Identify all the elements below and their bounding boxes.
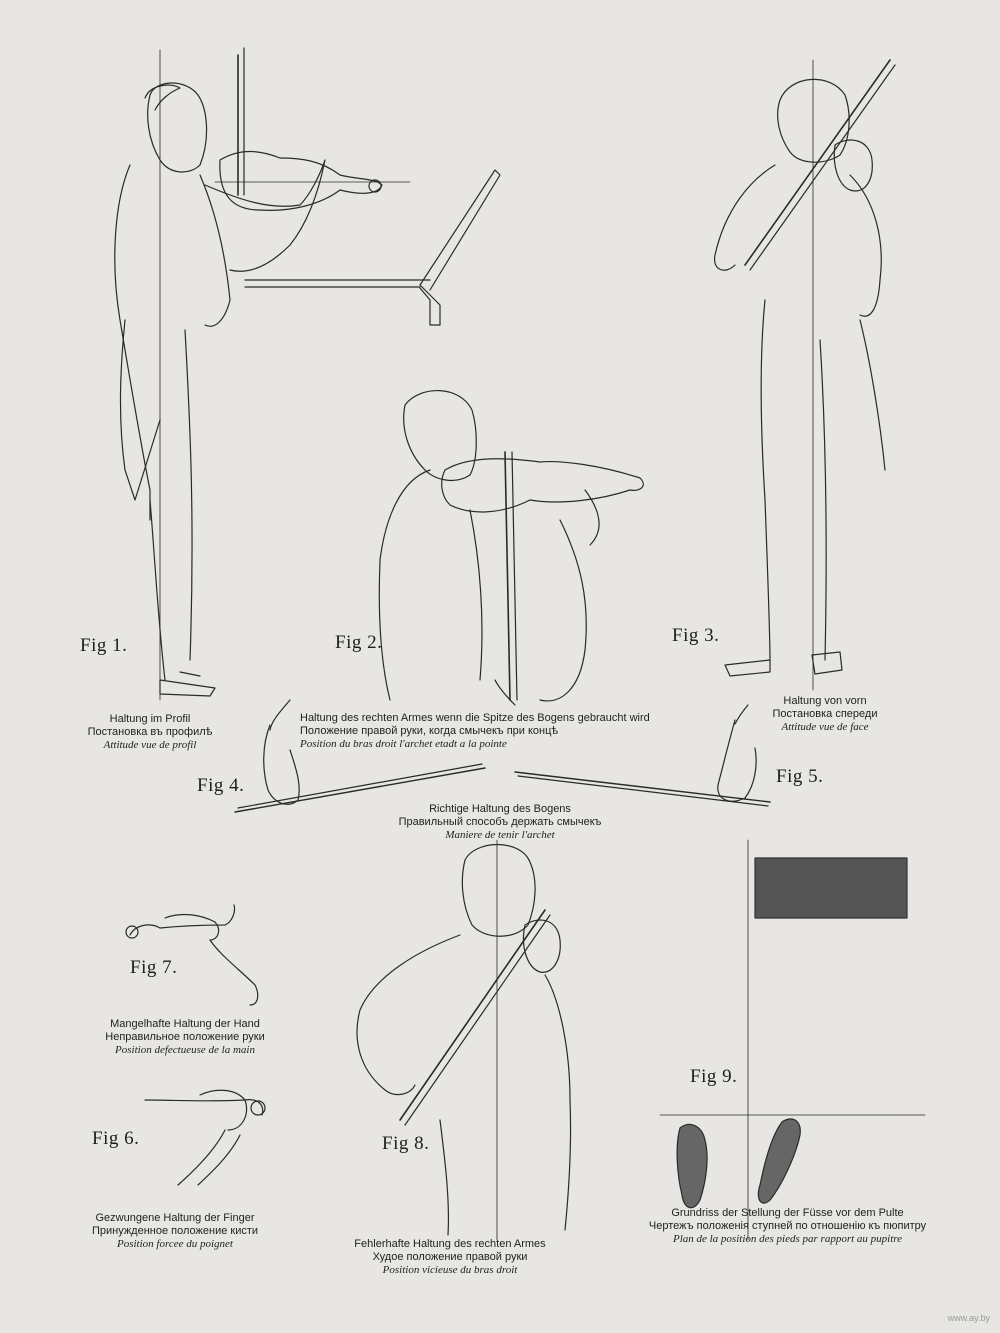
caption-fig3	[740, 695, 910, 734]
watermark: www.ay.by	[947, 1313, 990, 1323]
fig8-drawing	[357, 840, 571, 1240]
caption-fig3-de: Haltung von vorn	[783, 695, 867, 707]
fig7-label: Fig 7.	[130, 957, 178, 978]
caption-fig8-fr: Position vicieuse du bras droit	[382, 1264, 518, 1276]
caption-fig6	[60, 1212, 290, 1251]
caption-fig1-ru: Постановка въ профилѣ	[87, 726, 213, 738]
caption-fig6-fr: Position forcee du poignet	[117, 1238, 233, 1250]
caption-fig9	[615, 1207, 960, 1246]
caption-fig4-5-fr: Maniere de tenir l'archet	[445, 829, 555, 841]
fig3-label: Fig 3.	[672, 625, 720, 646]
caption-fig9-de: Grundriss der Stellung der Füsse vor dem Pulte	[671, 1207, 904, 1219]
caption-fig4-5-de: Richtige Haltung des Bogens	[429, 803, 571, 815]
caption-fig8-de: Fehlerhafte Haltung des rechten Armes	[354, 1238, 546, 1250]
caption-fig2-fr: Position du bras droit l'archet etadt a la pointe	[300, 738, 507, 750]
fig2-drawing	[379, 391, 643, 705]
caption-fig4-5-ru: Правильный способъ держать смычекъ	[398, 816, 602, 828]
music-stand-drawing	[245, 170, 500, 325]
caption-fig6-de: Gezwungene Haltung der Finger	[95, 1212, 255, 1224]
caption-fig7-fr: Position defectueuse de la main	[115, 1044, 255, 1056]
caption-fig1	[55, 713, 245, 752]
caption-fig1-fr: Attitude vue de profil	[103, 739, 197, 751]
caption-fig8-ru: Худое положение правой руки	[372, 1251, 528, 1263]
fig9-label: Fig 9.	[690, 1066, 738, 1087]
fig3-drawing	[715, 60, 895, 690]
fig5-label: Fig 5.	[776, 766, 824, 787]
fig1-drawing	[115, 48, 410, 700]
caption-fig1-de: Haltung im Profil	[109, 713, 191, 725]
caption-fig3-ru: Постановка спереди	[772, 708, 878, 720]
caption-fig3-fr: Attitude vue de face	[781, 721, 869, 733]
caption-fig2	[300, 712, 720, 751]
fig9-drawing	[660, 840, 925, 1240]
fig4-label: Fig 4.	[197, 775, 245, 796]
caption-fig4-5	[350, 803, 650, 842]
caption-fig2-de: Haltung des rechten Armes wenn die Spitze des Bogens gebraucht wird	[300, 712, 650, 724]
caption-fig7-ru: Неправильное положение руки	[105, 1031, 265, 1043]
fig1-label: Fig 1.	[80, 635, 128, 656]
fig8-label: Fig 8.	[382, 1133, 430, 1154]
caption-fig7	[70, 1018, 300, 1057]
caption-fig9-fr: Plan de la position des pieds par rapport au pupitre	[672, 1233, 903, 1245]
fig6-label: Fig 6.	[92, 1128, 140, 1149]
caption-fig6-ru: Принужденное положение кисти	[91, 1225, 259, 1237]
caption-fig8	[330, 1238, 570, 1277]
fig7-drawing	[126, 905, 258, 1005]
fig2-label: Fig 2.	[335, 632, 383, 653]
caption-fig2-ru: Положение правой руки, когда смычекъ при концѣ	[300, 725, 559, 737]
fig6-drawing	[145, 1090, 265, 1185]
caption-fig9-ru: Чертежъ положенія ступней по отношенію къ пюпитру	[648, 1220, 927, 1232]
caption-fig7-de: Mangelhafte Haltung der Hand	[110, 1018, 260, 1030]
